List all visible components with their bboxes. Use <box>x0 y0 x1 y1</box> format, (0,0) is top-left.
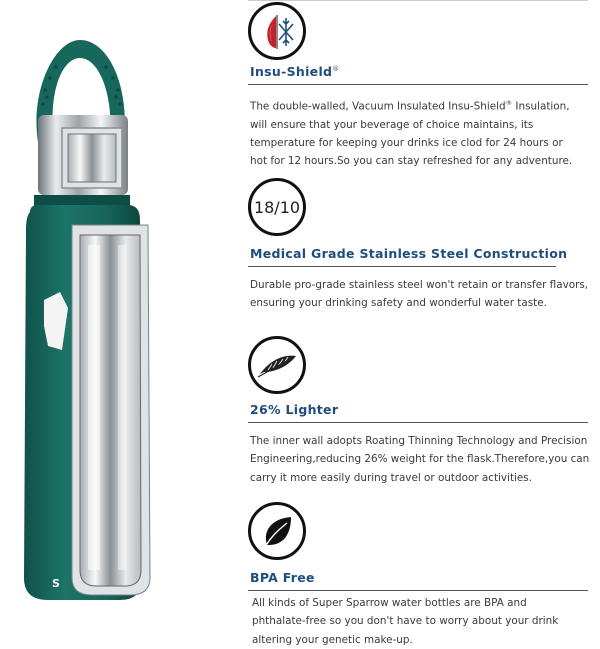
desc-line: Durable pro-grade stainless steel won't retain or transfer flavors, <box>250 279 589 291</box>
desc-line: will ensure that your beverage of choice maintains, its <box>250 118 534 131</box>
feature-description <box>250 94 572 171</box>
bottle-illustration <box>0 30 165 610</box>
feature-stainless-steel <box>248 178 600 328</box>
desc-line: ensuring your drinking safety and wonderful water taste. <box>250 297 547 310</box>
desc-line: phthalate-free so you don't have to worry about your drink <box>252 615 559 628</box>
desc-line: The inner wall adopts Roating Thinning Technology and Precision <box>250 435 588 447</box>
feature-title: Medical Grade Stainless Steel Construction <box>250 246 568 261</box>
feature-description <box>252 594 558 649</box>
desc-line: The double-walled, Vacuum Insulated Insu-Shield® Insulation, <box>250 99 570 113</box>
feature-description <box>250 432 589 487</box>
desc-line: carry it more easily during travel or outdoor activities. <box>250 471 533 484</box>
insulation-flame-snowflake-icon <box>248 2 306 60</box>
feature-title: BPA Free <box>250 570 315 585</box>
desc-line: hot for 12 hours.So you can stay refreshed for any adventure. <box>250 155 573 168</box>
feature-description <box>250 276 588 313</box>
steel-grade-icon <box>248 178 306 236</box>
desc-line: altering your genetic make-up. <box>252 633 413 646</box>
feature-divider <box>248 422 588 423</box>
feature-divider <box>248 266 556 267</box>
feature-divider <box>248 590 588 591</box>
leaf-icon <box>248 502 306 560</box>
steel-grade-text: 18/10 <box>253 197 301 217</box>
cutaway-bottle-image <box>0 30 165 610</box>
feature-bpa-free <box>248 502 600 645</box>
feather-icon <box>248 336 306 394</box>
desc-line: Engineering,reducing 26% weight for the flask.Therefore,you can <box>250 453 590 466</box>
brand-text: S <box>52 577 60 590</box>
feature-title: Insu-Shield® <box>250 64 340 79</box>
feature-lighter <box>248 336 600 496</box>
desc-line: temperature for keeping your drinks ice clod for 24 hours or <box>250 137 563 150</box>
feature-divider <box>248 84 588 85</box>
feature-title: 26% Lighter <box>250 402 339 417</box>
desc-line: All kinds of Super Sparrow water bottles are BPA and <box>252 597 527 609</box>
feature-insu-shield <box>248 0 600 170</box>
